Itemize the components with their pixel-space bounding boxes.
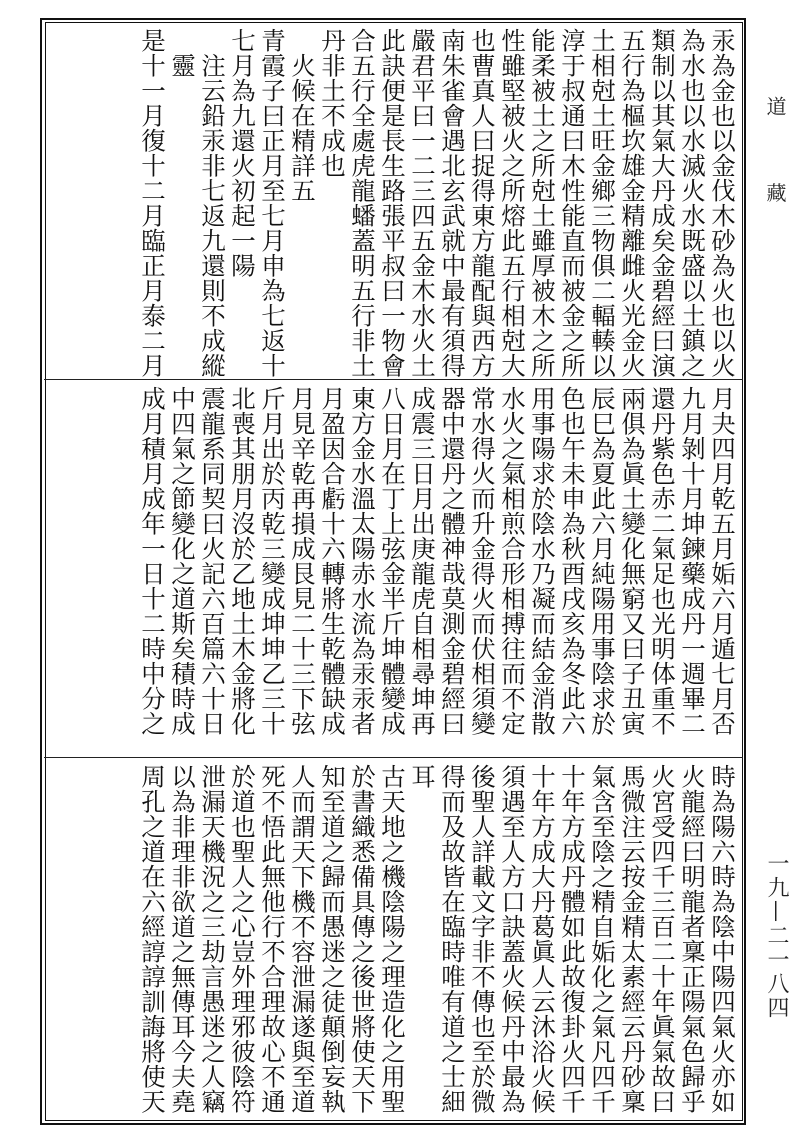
text-column: 死不悟此無他行不合理故心不通 [258, 764, 287, 1114]
text-column: 此訣便是長生路張平叔曰一物會 [378, 28, 407, 378]
text-column: 靈 [168, 28, 197, 78]
text-column: 月夬四月乾五月姤六月遁七月否 [708, 386, 737, 736]
text-column: 斤月出於丙乾三變成坤坤乙三十 [258, 386, 287, 736]
text-column: 火宮受四千三百二十年眞氣故曰 [648, 764, 677, 1114]
text-column: 火候在精詳五 [288, 28, 317, 203]
text-column: 還丹紫色赤二氣足也光明体重不 [648, 386, 677, 736]
text-column: 南朱雀會遇北玄武就中最有須得 [438, 28, 467, 378]
text-column: 月見辛乾再損成艮見二十三下弦 [288, 386, 317, 736]
text-column: 辰巳為夏此六月純陽用事陰求於 [588, 386, 617, 736]
register-divider-bottom [44, 757, 743, 758]
text-column: 時為陽六時為陰中陽四氣火亦如 [708, 764, 737, 1114]
text-column: 泄漏天機況之三劫言愚迷之人竊 [198, 764, 227, 1114]
text-column: 常水得火而升金得火而伏相須變 [468, 386, 497, 736]
text-column: 北喪其朋月沒於乙地土木金將化 [228, 386, 257, 736]
text-column: 十年方成大丹葛眞人云沐浴火候 [528, 764, 557, 1114]
text-column: 八日月在丁上弦金半斤坤體變成 [378, 386, 407, 736]
text-column: 於道也聖人之心豈外理邪彼陰符 [228, 764, 257, 1114]
text-column: 周孔之道在六經諄諄訓誨將使天 [138, 764, 167, 1114]
text-column: 九月剝十月坤鍊藥成丹一週畢二 [678, 386, 707, 736]
text-column: 土相尅土旺金鄉三物俱二輻輳以 [588, 28, 617, 378]
text-column: 嚴君平曰一二三四五金木水火土 [408, 28, 437, 378]
text-column: 耳 [408, 764, 437, 789]
side-label: 道 藏 [763, 96, 787, 233]
text-column: 震龍系同契曰火記六百篇六十日 [198, 386, 227, 736]
text-column: 是十一月復十二月臨正月泰二月 [138, 28, 167, 378]
text-column: 火龍經曰明龍者稟正陽氣色歸乎 [678, 764, 707, 1114]
text-column: 後聖人詳載文字非不傳也至於微 [468, 764, 497, 1114]
text-column: 為水也以水滅火水既盛以土鎮之 [678, 28, 707, 378]
text-column: 青霞子曰正月至七月申為七返十 [258, 28, 287, 378]
text-column: 丹非土不成也 [318, 28, 347, 178]
register-middle [45, 382, 743, 756]
text-column: 於書織悉備具傳之後世將使天下 [348, 764, 377, 1114]
text-column: 色也午未申為秋酉戌亥為冬此六 [558, 386, 587, 736]
text-column: 十年方成丹體如此故復卦火四千 [558, 764, 587, 1114]
text-column: 須遇至人方口訣蓋火候丹中最為 [498, 764, 527, 1114]
text-column: 能柔被土之所尅土雖厚被木之所 [528, 28, 557, 378]
text-column: 五行為樞坎雄金精離雌火光金火 [618, 28, 647, 378]
register-top [45, 24, 743, 398]
text-column: 合五行全處虎龍蟠蓋明五行非土 [348, 28, 377, 378]
text-column: 性雖堅被火之所熔此五行相尅大 [498, 28, 527, 378]
text-column: 成月積月成年一日十二時中分之 [138, 386, 167, 736]
text-column: 得而及故皆在臨時唯有道之士細 [438, 764, 467, 1114]
text-column: 人而謂天下機不容泄漏遂與至道 [288, 764, 317, 1114]
text-column: 也曹真人曰捉得東方龍配與西方 [468, 28, 497, 378]
text-column: 中四氣之節變化之道斯矣積時成 [168, 386, 197, 736]
text-column: 用事陽求於陰水乃凝而結金消散 [528, 386, 557, 736]
text-column: 氣含至陰之精自姤化之氣凡四千 [588, 764, 617, 1114]
text-column: 知至道之歸而愚迷之徒顛倒妄執 [318, 764, 347, 1114]
text-column: 古天地之機陰陽之理造化之用聖 [378, 764, 407, 1114]
register-bottom [45, 760, 743, 1134]
text-column: 器中還丹之體神哉莫測金碧經曰 [438, 386, 467, 736]
text-column: 成震三日月出庚龍虎自相尋坤再 [408, 386, 437, 736]
text-column: 汞為金也以金伐木砂為火也以火 [708, 28, 737, 378]
text-column: 七月為九還火初起一陽 [228, 28, 257, 278]
text-column: 注云鉛汞非七返九還則不成縱 [198, 53, 227, 378]
text-column: 以為非理非欲道之無傳耳今夫堯 [168, 764, 197, 1114]
text-column: 水火之氣相煎合形相搏往而不定 [498, 386, 527, 736]
text-column: 類制以其氣大丹成矣金碧經曰演 [648, 28, 677, 378]
text-column: 月盈因合虧十六轉將生乾體缺成 [318, 386, 347, 736]
text-column: 馬微注云按金精太素經云丹砂稟 [618, 764, 647, 1114]
page-number: 一九—二一八四 [764, 852, 789, 1020]
text-column: 兩俱為眞土變化無窮又曰子丑寅 [618, 386, 647, 736]
text-column: 東方金水溫太陽赤水流為汞汞者 [348, 386, 377, 736]
text-column: 淳于叔通曰木性能直而被金之所 [558, 28, 587, 378]
